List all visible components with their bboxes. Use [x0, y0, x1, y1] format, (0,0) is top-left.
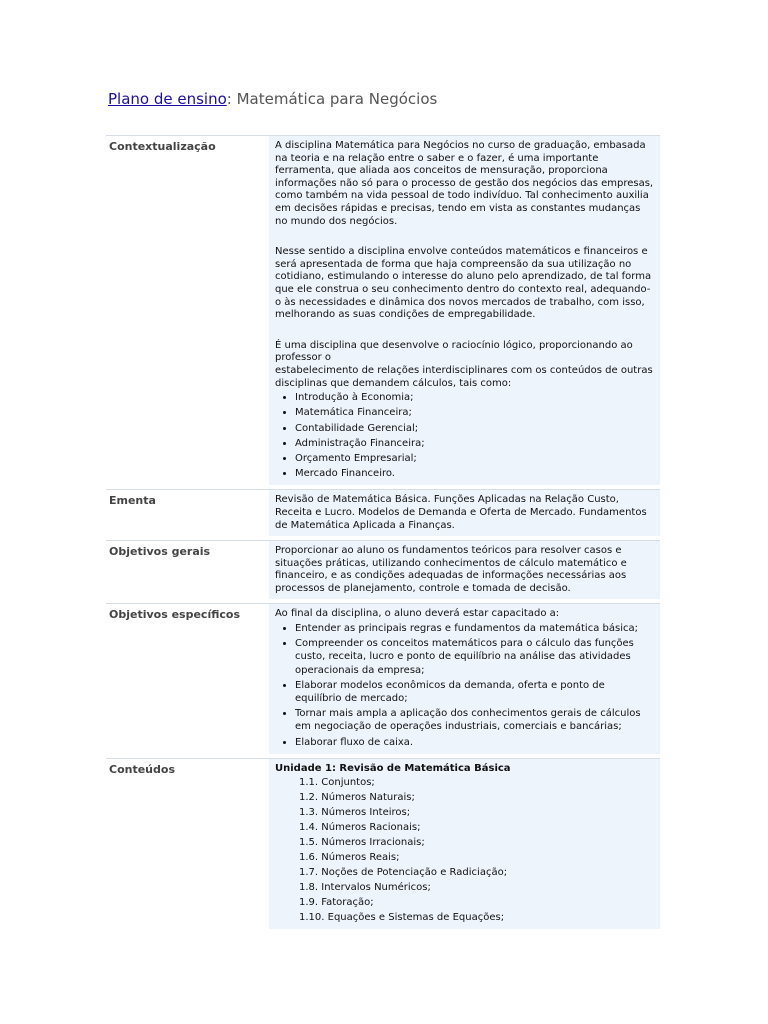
label-conteudos: Conteúdos	[106, 758, 269, 930]
list-item: 1.7. Noções de Potenciação e Radiciação;	[299, 867, 508, 879]
list-item: • Elaborar fluxo de caixa.	[295, 735, 654, 750]
content-conteudos	[269, 758, 660, 930]
ementa-text: Revisão de Matemática Básica. Funções Aplicadas na Relação Custo, Receita e Lucro. Modelos de Demanda e Oferta de Mercado. Fundamentos de Matemática Aplicada a Finanças.	[275, 494, 647, 531]
list-item: • Introdução à Economia;	[295, 390, 654, 405]
content-objetivos-especificos	[269, 603, 660, 753]
objetivos-especificos-intro: Ao final da disciplina, o aluno deverá estar capacitado a:	[275, 608, 560, 620]
title-separator: :	[226, 90, 237, 108]
list-item: • Administração Financeira;	[295, 436, 654, 451]
list-item: • Compreender os conceitos matemáticos para o cálculo das funções custo, receita, lucro e ponto de equilíbrio na análise das atividades operacionais da empresa;	[295, 636, 654, 678]
list-item: 1.2. Números Naturais;	[299, 792, 415, 804]
context-paragraph-2: Nesse sentido a disciplina envolve conteúdos matemáticos e financeiros e será apresentada de forma que haja compreensão da sua utilização no cotidiano, estimulando o interesse do aluno pelo aprendizado, de tal forma que ele construa o seu conhecimento dentro do contexto real, adequando-o às necessidades e dinâmica dos novos mercados de trabalho, com isso, melhorando as suas condições de empregabilidade.	[275, 246, 652, 321]
list-item: • Elaborar modelos econômicos da demanda, oferta e ponto de equilíbrio de mercado;	[295, 678, 654, 706]
plano-de-ensino-link[interactable]: Plano de ensino	[108, 90, 227, 108]
subject-title: Matemática para Negócios	[236, 90, 438, 108]
content-ementa	[269, 489, 660, 536]
list-item: 1.8. Intervalos Numéricos;	[299, 882, 431, 894]
list-item: • Orçamento Empresarial;	[295, 451, 654, 466]
label-objetivos-gerais: Objetivos gerais	[106, 540, 269, 599]
list-item: • Tornar mais ampla a aplicação dos conhecimentos gerais de cálculos em negociação de operações industriais, comerciais e bancárias;	[295, 706, 654, 734]
objectives-list	[275, 621, 654, 750]
objetivos-gerais-text: Proporcionar ao aluno os fundamentos teóricos para resolver casos e situações práticas, utilizando conhecimentos de cálculo matemático e financeiro, e as condições adequadas de informações necessárias aos processos de planejamento, controle e tomada de decisão.	[275, 545, 627, 594]
list-item: 1.3. Números Inteiros;	[299, 807, 411, 819]
list-item: 1.4. Números Racionais;	[299, 822, 421, 834]
unit-topics-list	[275, 775, 654, 925]
list-item: • Mercado Financeiro.	[295, 466, 654, 481]
context-paragraph-1: A disciplina Matemática para Negócios no curso de graduação, embasada na teoria e na relação entre o saber e o fazer, é uma importante ferramenta, que aliada aos conceitos de mensuração, proporciona informações não só para o processo de gestão dos negócios das empresas, como também na vida pessoal de todo indivíduo. Tal conhecimento auxilia em decisões rápidas e precisas, tendo em vista as constantes mudanças no mundo dos negócios.	[275, 140, 654, 227]
content-contextualizacao	[269, 135, 660, 485]
row-objetivos-gerais	[106, 540, 660, 599]
course-plan-table	[106, 131, 660, 933]
label-ementa: Ementa	[106, 489, 269, 536]
list-item: 1.1. Conjuntos;	[299, 777, 375, 789]
row-conteudos	[106, 758, 660, 930]
list-item: • Matemática Financeira;	[295, 405, 654, 420]
list-item: 1.6. Números Reais;	[299, 852, 400, 864]
row-objetivos-especificos	[106, 603, 660, 753]
row-contextualizacao	[106, 135, 660, 485]
row-ementa	[106, 489, 660, 536]
context-paragraph-3b: estabelecimento de relações interdisciplinares com os conteúdos de outras disciplinas que demandem cálculos, tais como:	[275, 364, 653, 389]
context-paragraph-3a: É uma disciplina que desenvolve o raciocínio lógico, proporcionando ao professor o	[275, 339, 633, 364]
list-item: 1.9. Fatoração;	[299, 897, 374, 909]
disciplines-list	[275, 390, 654, 481]
list-item: 1.5. Números Irracionais;	[299, 837, 425, 849]
list-item: 1.10. Equações e Sistemas de Equações;	[299, 912, 505, 924]
list-item: • Contabilidade Gerencial;	[295, 421, 654, 436]
label-contextualizacao: Contextualização	[106, 135, 269, 485]
label-objetivos-especificos: Objetivos específicos	[106, 603, 269, 753]
page-title	[108, 90, 437, 108]
content-objetivos-gerais	[269, 540, 660, 599]
unit-title: Unidade 1: Revisão de Matemática Básica	[275, 762, 511, 774]
list-item: • Entender as principais regras e fundamentos da matemática básica;	[295, 621, 654, 636]
